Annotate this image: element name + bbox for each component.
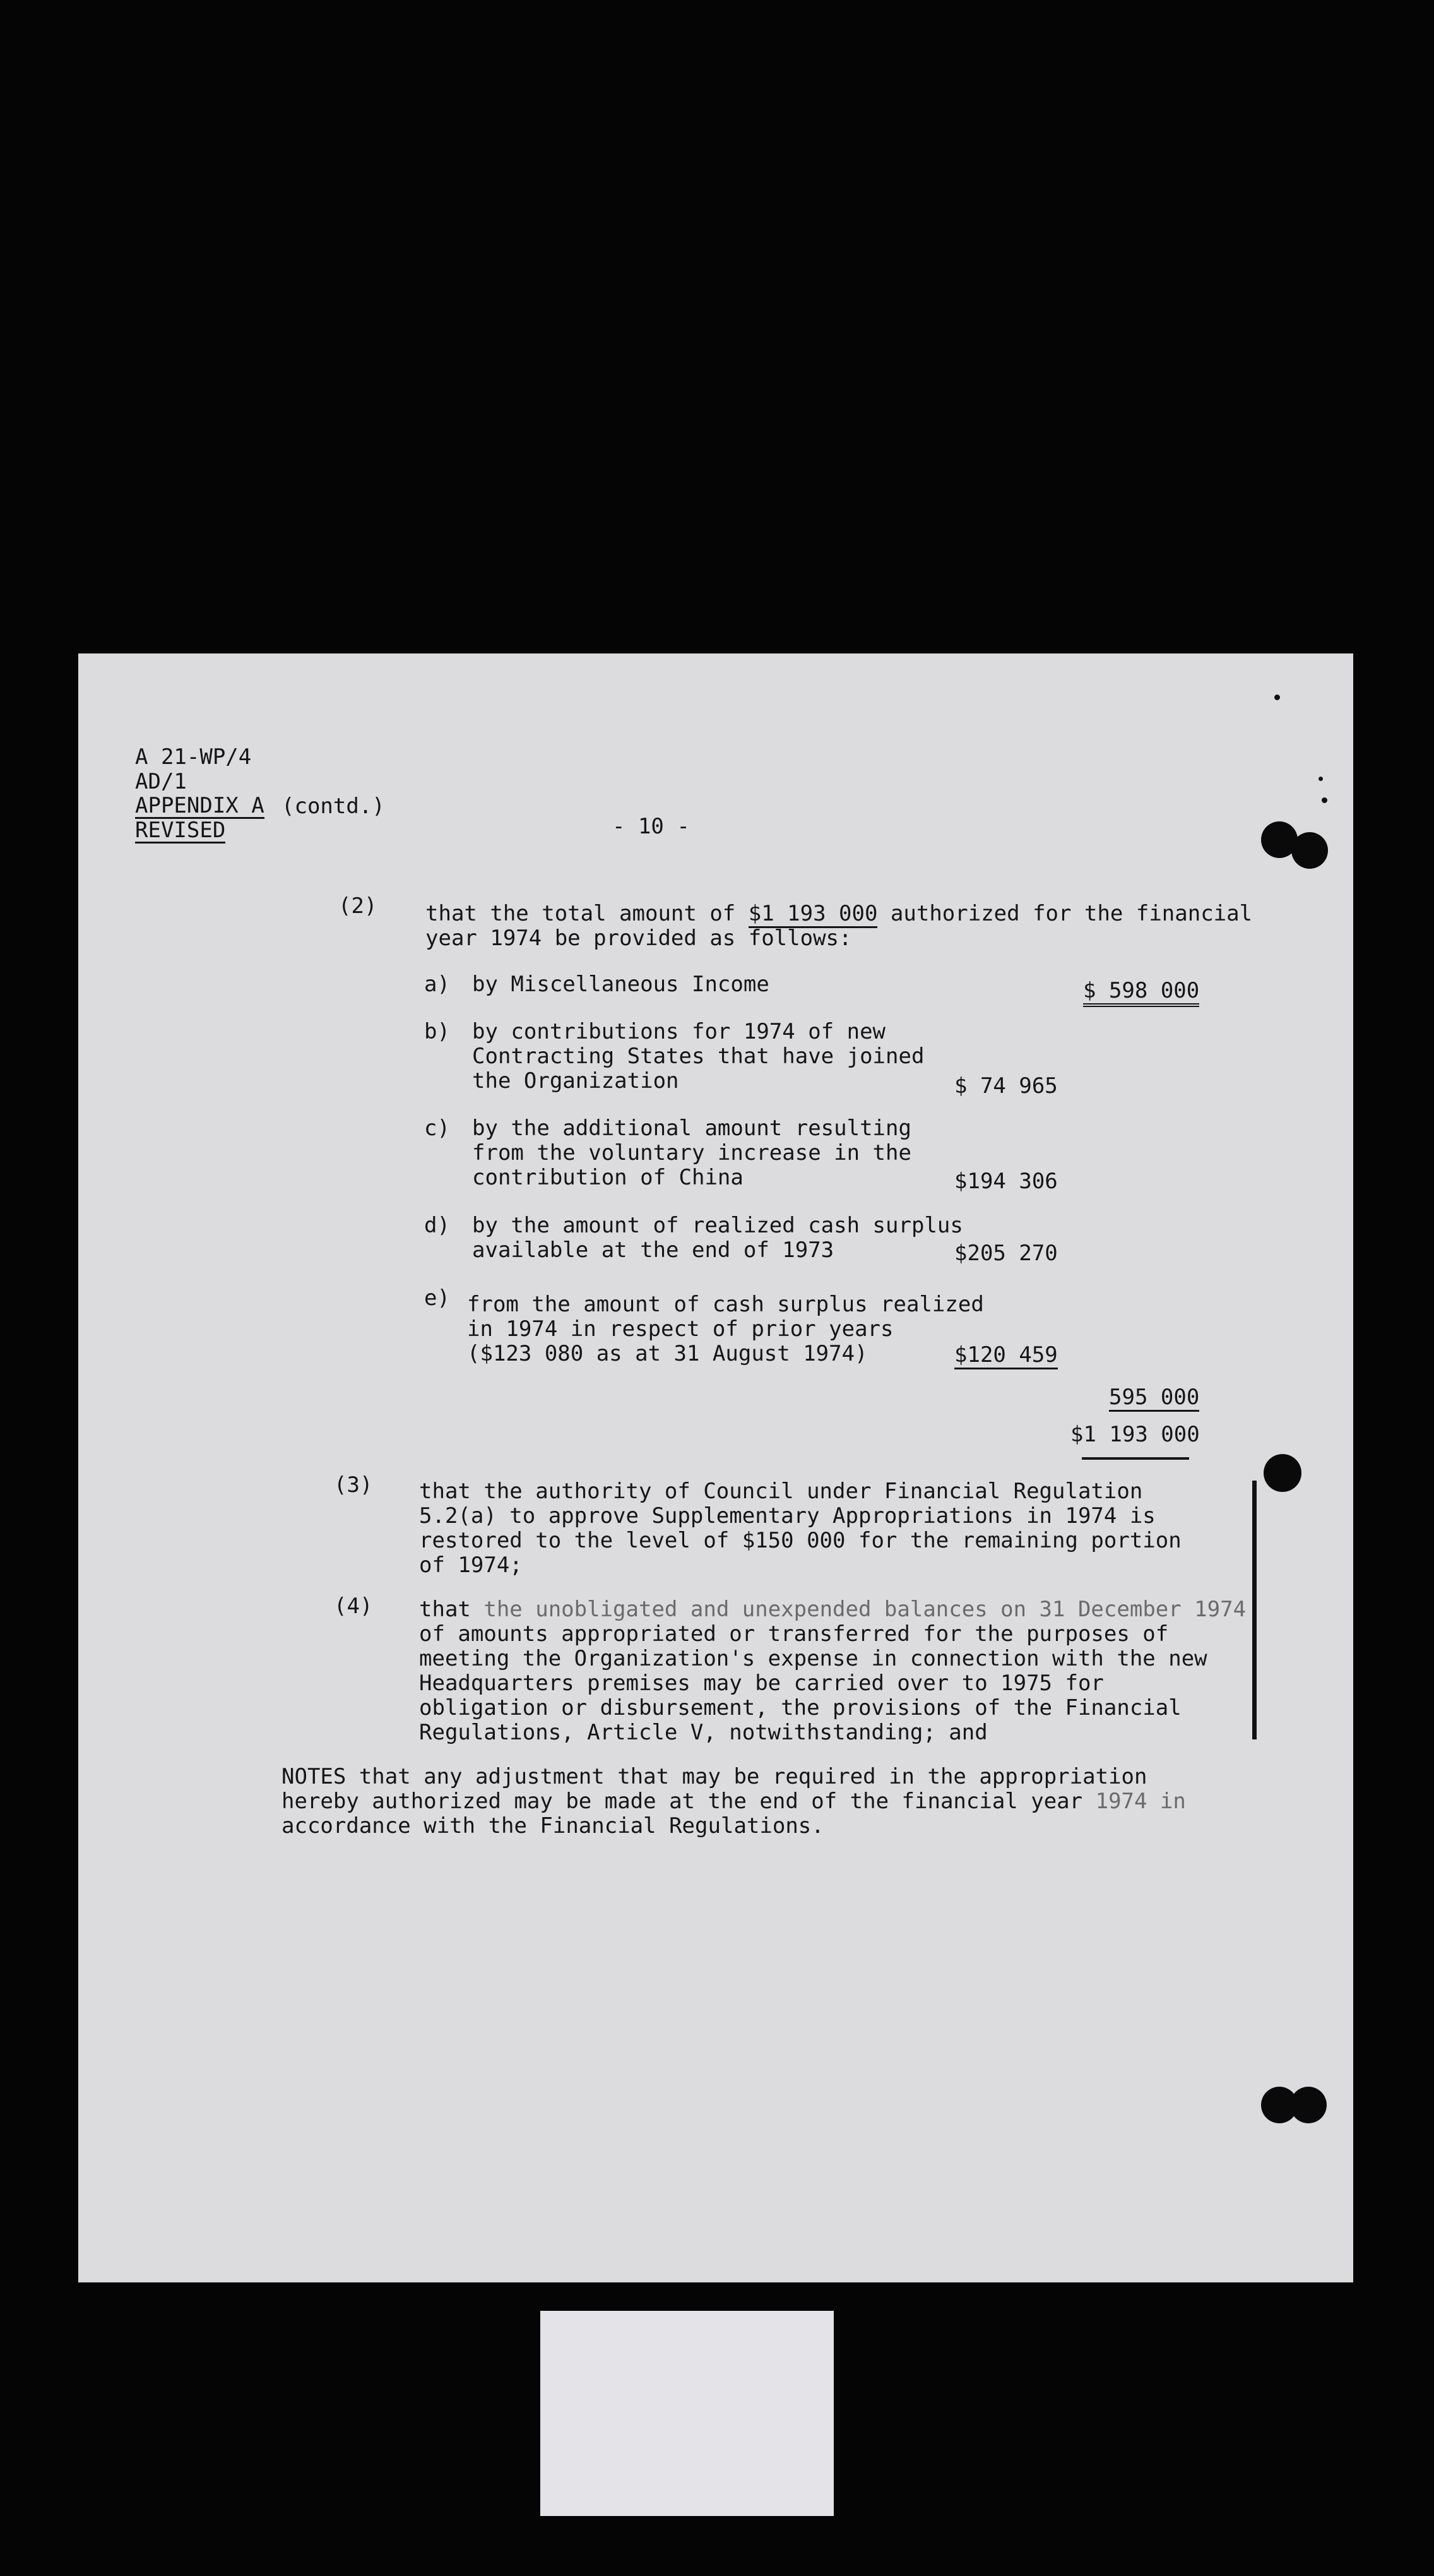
item-2-number: (2): [338, 893, 377, 919]
subitem-e-text-2: in 1974 in respect of prior years: [467, 1316, 894, 1342]
subitem-e-text-3: ($123 080 as at 31 August 1974): [467, 1341, 868, 1366]
subitem-e-amount: $120 459: [954, 1344, 1058, 1369]
subitem-c-amount: $194 306: [954, 1169, 1058, 1194]
subitem-b-text-2: Contracting States that have joined: [472, 1044, 925, 1069]
revision-margin-bar: [1252, 1481, 1257, 1739]
item-4-line-5: obligation or disbursement, the provisions of the Financial: [419, 1695, 1182, 1720]
item-4-line-3: meeting the Organization's expense in connection with the new: [419, 1646, 1207, 1671]
item-3-line-4: of 1974;: [419, 1553, 523, 1578]
subitem-d-amount: $205 270: [954, 1241, 1058, 1266]
notes-line-2: [281, 1789, 1186, 1814]
item-3-line-3: restored to the level of $150 000 for the remaining portion: [419, 1528, 1182, 1553]
item-2-line-2: year 1974 be provided as follows:: [425, 926, 852, 951]
contd-label: (contd.): [281, 794, 385, 819]
item-4-line-6: Regulations, Article V, notwithstanding; and: [419, 1720, 988, 1745]
subitem-c-text-2: from the voluntary increase in the: [472, 1140, 911, 1166]
subitem-a-amount: $ 598 000: [1083, 979, 1199, 1007]
punch-hole-top-b: [1291, 832, 1328, 869]
subitem-b-amount: $ 74 965: [954, 1073, 1058, 1099]
item-4-line-1-start: that: [419, 1597, 484, 1622]
grand-total-amount: $1 193 000: [1070, 1422, 1200, 1447]
subitem-b-text-3: the Organization: [472, 1068, 679, 1094]
page-number: - 10 -: [612, 814, 690, 839]
item-4-line-4: Headquarters premises may be carried over to 1975 for: [419, 1671, 1104, 1696]
subitem-e-text-1: from the amount of cash surplus realized: [467, 1292, 984, 1317]
appendix-label: APPENDIX A: [135, 793, 264, 818]
subitem-c-text-3: contribution of China: [472, 1165, 744, 1190]
item-2-total-amount: $1 193 000: [749, 901, 878, 928]
subitem-c-letter: c): [424, 1116, 450, 1141]
subitem-d-text-1: by the amount of realized cash surplus: [472, 1213, 963, 1238]
item-4-line-2: of amounts appropriated or transferred for the purposes of: [419, 1621, 1169, 1647]
item-4-line-1-faded: the unobligated and unexpended balances on 31 December 1974: [483, 1597, 1247, 1622]
punch-hole-bottom-b: [1290, 2087, 1327, 2123]
speck-mark: [1322, 797, 1327, 803]
document-page: [78, 653, 1353, 2282]
subitem-b-text-1: by contributions for 1974 of new: [472, 1019, 886, 1044]
blank-label-card: [540, 2311, 834, 2516]
item-2-line-1-post: authorized for the financial: [877, 901, 1253, 926]
item-3-line-1: that the authority of Council under Financial Regulation: [419, 1479, 1143, 1504]
speck-mark: [1274, 695, 1280, 700]
subitem-a-text: by Miscellaneous Income: [472, 972, 769, 997]
subitem-a-letter: a): [424, 972, 450, 997]
item-3-line-2: 5.2(a) to approve Supplementary Appropriations in 1974 is: [419, 1503, 1156, 1529]
total-rule: [1082, 1457, 1189, 1460]
subtotal-amount: 595 000: [1109, 1386, 1199, 1412]
speck-mark: [1318, 777, 1323, 781]
subitem-d-letter: d): [424, 1213, 450, 1238]
notes-line-2-faded: 1974 in: [1095, 1789, 1186, 1814]
subitem-c-text-1: by the additional amount resulting: [472, 1116, 911, 1141]
doc-reference: A 21-WP/4: [135, 744, 252, 770]
item-4-number: (4): [334, 1594, 373, 1619]
notes-line-1: NOTES that any adjustment that may be required in the appropriation: [281, 1764, 1147, 1789]
item-2-line-1-pre: that the total amount of: [425, 901, 749, 926]
subitem-d-text-2: available at the end of 1973: [472, 1237, 834, 1263]
item-2-line-1: [425, 902, 1252, 926]
subitem-b-letter: b): [424, 1019, 450, 1044]
item-4-line-1: [419, 1597, 1246, 1622]
notes-line-3: accordance with the Financial Regulations.: [281, 1813, 824, 1839]
doc-sub-reference: AD/1: [135, 769, 187, 794]
subitem-e-letter: e): [424, 1285, 450, 1311]
notes-line-2-start: hereby authorized may be made at the end of the financial year: [281, 1789, 1096, 1814]
item-3-number: (3): [334, 1472, 373, 1498]
punch-hole-middle: [1264, 1454, 1301, 1492]
revised-label: REVISED: [135, 818, 226, 843]
